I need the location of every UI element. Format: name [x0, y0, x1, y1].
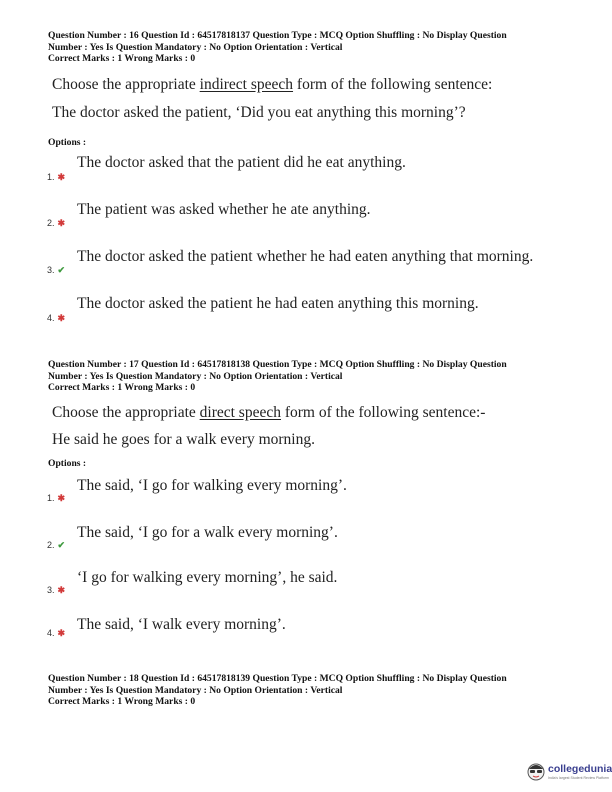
option-number: 4. ✱: [47, 628, 66, 638]
wrong-mark-icon: ✱: [57, 585, 66, 595]
logo-text: collegedunia: [548, 763, 612, 775]
question-16-stem: Choose the appropriate indirect speech form of the following sentence:: [52, 76, 493, 93]
question-16-header: [48, 30, 568, 65]
option-number: 2. ✔: [47, 540, 66, 550]
option-number: 2. ✱: [47, 218, 66, 228]
options-label: Options :: [48, 458, 87, 469]
option-text: The doctor asked the patient whether he had eaten anything that morning.: [77, 248, 534, 265]
stem-underlined: direct speech: [199, 404, 281, 421]
mascot-icon: [526, 761, 546, 783]
option-number: 3. ✔: [47, 265, 66, 275]
option-number: 3. ✱: [47, 585, 66, 595]
question-meta: Number : Yes Is Question Mandatory : No Option Orientation : Vertical: [48, 41, 343, 53]
question-17-header: [48, 359, 568, 394]
option-number: 1. ✱: [47, 172, 66, 182]
wrong-mark-icon: ✱: [57, 493, 66, 503]
wrong-mark-icon: ✱: [57, 628, 66, 638]
wrong-mark-icon: ✱: [57, 172, 66, 182]
collegedunia-logo: [526, 760, 612, 784]
options-label: Options :: [48, 137, 87, 148]
option-number: 1. ✱: [47, 493, 66, 503]
logo-tagline: India's largest Student Review Platform: [548, 776, 609, 780]
wrong-mark-icon: ✱: [57, 313, 66, 323]
stem-underlined: indirect speech: [199, 76, 294, 93]
option-text: ‘I go for walking every morning’, he said.: [77, 569, 338, 586]
check-mark-icon: ✔: [57, 540, 66, 550]
option-number: 4. ✱: [47, 313, 66, 323]
option-text: The patient was asked whether he ate anything.: [77, 201, 371, 218]
question-meta: Number : Yes Is Question Mandatory : No Option Orientation : Vertical: [48, 370, 343, 382]
question-17-stem: Choose the appropriate direct speech form of the following sentence:-: [52, 404, 486, 421]
question-meta: Number : Yes Is Question Mandatory : No Option Orientation : Vertical: [48, 684, 343, 696]
wrong-mark-icon: ✱: [57, 218, 66, 228]
question-meta: Question Number : 18 Question Id : 64517818139 Question Type : MCQ Option Shuffling : No Display Question: [48, 673, 507, 684]
option-text: The said, ‘I walk every morning’.: [77, 616, 286, 633]
question-17-sentence: He said he goes for a walk every morning.: [52, 431, 315, 448]
check-mark-icon: ✔: [57, 265, 66, 275]
question-meta: Question Number : 17 Question Id : 64517818138 Question Type : MCQ Option Shuffling : No Display Question: [48, 359, 507, 370]
question-18-header: [48, 673, 568, 708]
option-text: The doctor asked that the patient did he eat anything.: [77, 154, 406, 171]
option-text: The said, ‘I go for walking every morning’.: [77, 477, 347, 494]
question-marks: Correct Marks : 1 Wrong Marks : 0: [48, 53, 196, 64]
question-marks: Correct Marks : 1 Wrong Marks : 0: [48, 382, 196, 393]
option-text: The doctor asked the patient he had eaten anything this morning.: [77, 295, 479, 312]
question-16-sentence: The doctor asked the patient, ‘Did you eat anything this morning’?: [52, 104, 466, 121]
question-meta: Question Number : 16 Question Id : 64517818137 Question Type : MCQ Option Shuffling : No Display Question: [48, 30, 507, 41]
option-text: The said, ‘I go for a walk every morning’.: [77, 524, 338, 541]
question-marks: Correct Marks : 1 Wrong Marks : 0: [48, 696, 196, 707]
